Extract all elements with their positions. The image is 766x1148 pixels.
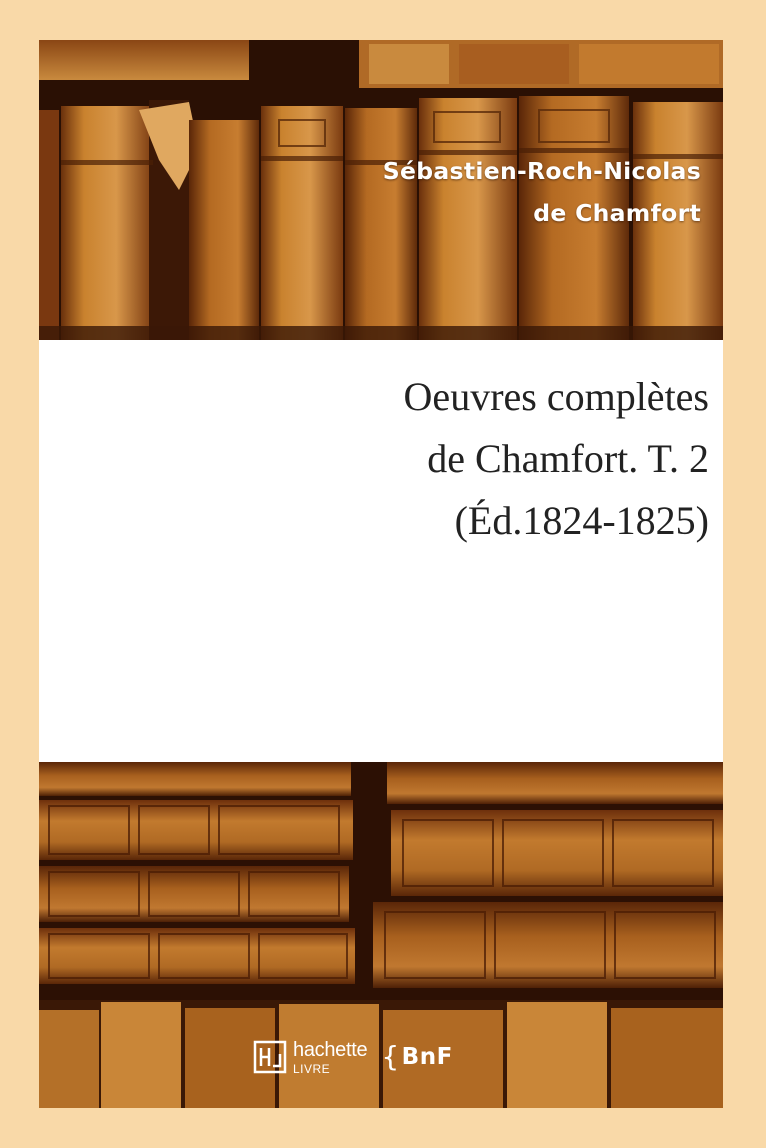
hachette-livre-logo [253,1040,367,1075]
hachette-sub: LIVRE [293,1061,331,1076]
author-name [231,150,701,234]
bnf-brace-icon: { [381,1039,400,1073]
title-line-3: (Éd.1824-1825) [454,498,709,543]
title-line-2: de Chamfort. T. 2 [427,436,709,481]
bnf-text: BnF [401,1044,453,1070]
publisher-logos [253,1032,453,1082]
author-line-1: Sébastien-Roch-Nicolas [382,157,701,185]
bnf-logo [381,1041,452,1074]
book-title [149,366,709,552]
hachette-name: hachette [293,1038,368,1061]
author-line-2: de Chamfort [533,199,701,227]
book-cover [39,40,723,1108]
hachette-emblem-icon [253,1040,287,1074]
title-line-1: Oeuvres complètes [403,374,709,419]
